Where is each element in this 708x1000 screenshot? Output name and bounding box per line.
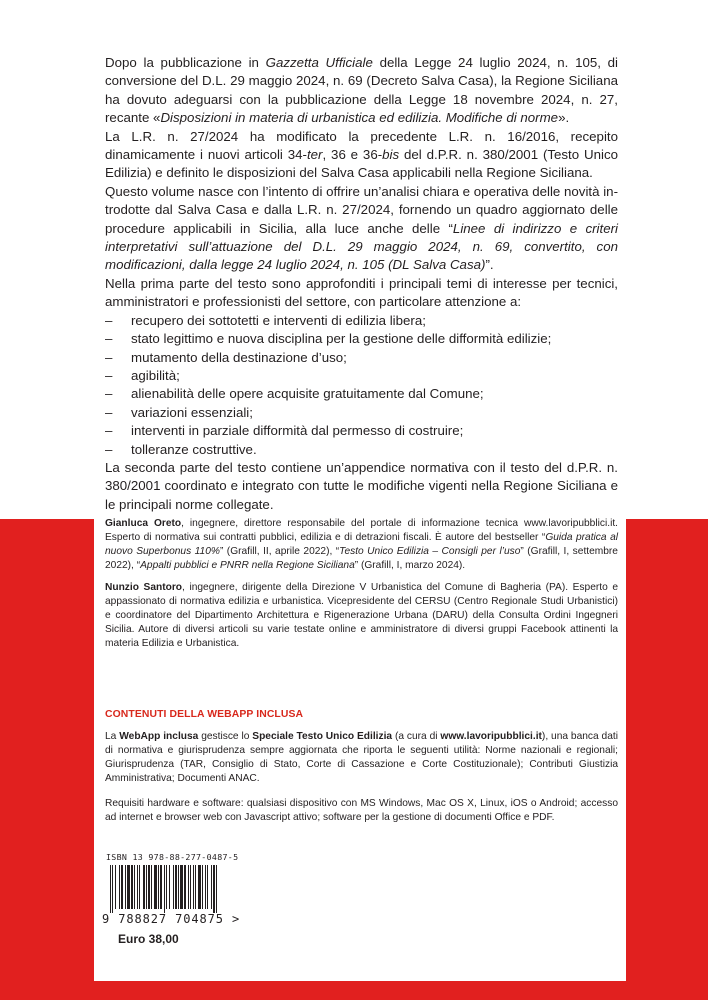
barcode-bar — [213, 865, 215, 913]
list-item: – variazioni essenziali; — [105, 404, 618, 422]
red-bottom-strip — [0, 981, 708, 1000]
barcode-digits: 9 788827 704875 > — [102, 912, 241, 926]
author-name: Gianluca Oreto — [105, 518, 182, 529]
barcode-bar — [131, 865, 133, 909]
barcode-bar — [158, 865, 159, 909]
list-item: – interventi in parziale difformità dal permesso di costruire; — [105, 422, 618, 440]
barcode-bar — [115, 865, 116, 909]
red-band-left — [0, 519, 94, 1000]
barcode-bar — [173, 865, 174, 909]
barcode-bar — [184, 865, 186, 909]
barcode-bar — [127, 865, 130, 909]
dash-marker: – — [105, 441, 113, 457]
webapp-description: La WebApp inclusa gestisce lo Speciale Testo Unico Edilizia (a cura di www.lavoripubblici.it), una banca dati di normativa e giurisprudenza sempre aggiornata che riporta le seguenti utilità: Norme nazionali e regionali; Giurisprudenza (TAR, Consiglio di Stato, Corte di Cassazione e Corte Costituzionale); Contributi Giustizia Amministrativa; Documenti ANAC. — [105, 731, 618, 785]
barcode-bar — [188, 865, 189, 909]
barcode-bar — [180, 865, 183, 909]
barcode-bar — [169, 865, 170, 909]
list-item: – stato legittimo e nuova disciplina per la gestione delle difformità edilizie; — [105, 330, 618, 348]
topic-list — [105, 312, 618, 459]
barcode-bar — [137, 865, 138, 909]
list-item: – agibilità; — [105, 367, 618, 385]
webapp-heading: CONTENUTI DELLA WEBAPP INCLUSA — [105, 709, 304, 720]
dash-marker: – — [105, 386, 113, 402]
barcode-bar — [175, 865, 177, 909]
barcode — [104, 865, 254, 913]
dash-marker: – — [105, 349, 113, 365]
barcode-bar — [164, 865, 165, 913]
barcode-bar — [146, 865, 147, 909]
requirements-label: Requisiti hardware e software — [105, 798, 241, 809]
author-bio-santoro: Nunzio Santoro, ingegnere, dirigente della Direzione V Urbanistica del Comune di Bagheria (PA). Esperto e appassionato di normativa edilizia e urbanistica. Vicepresidente del CERSU (Centro Regionale Studi Urbanistici) e coordinatore del Dipartimento Architettura e Rigenerazione Urbana (DARU) della Consulta Ordini Ingegneri Sicilia. Autore di diversi articoli su varie testate online e amministratore di diversi gruppi Facebook attinenti la materia Edilizia e Urbanistica. — [105, 582, 618, 650]
barcode-bar — [148, 865, 150, 909]
dash-marker: – — [105, 423, 113, 439]
intro-paragraph-4: Nella prima parte del testo sono approfonditi i principali temi di interesse per tecnici, amministratori e professionisti del settore, con particolare attenzione a: — [105, 275, 618, 310]
list-item: – recupero dei sottotetti e interventi di edilizia libera; — [105, 312, 618, 330]
barcode-bar — [134, 865, 135, 909]
intro-paragraph-1: Dopo la pubblicazione in Gazzetta Ufficiale della Legge 24 luglio 2024, n. 105, di conversione del D.L. 29 maggio 2024, n. 69 (Decreto Salva Casa), la Regione Siciliana ha dovuto adeguarsi con la pubblicazione della Legge 18 novembre 2024, n. 27, recante «Disposizioni in materia di urbanistica ed edilizia. Modifiche di norme». — [105, 55, 619, 126]
barcode-bar — [198, 865, 201, 909]
barcode-bar — [193, 865, 194, 909]
barcode-bar — [202, 865, 203, 909]
isbn-label: ISBN 13 978-88-277-0487-5 — [106, 852, 239, 862]
barcode-bar — [178, 865, 179, 909]
intro-paragraph-2: La L.R. n. 27/2024 ha modificato la precedente L.R. n. 16/2016, recepito dinamicamente i nuovi articoli 34-ter, 36 e 36-bis del d.P.R. n. 380/2001 (Testo Unico Edilizia) e definito le disposizioni del Salva Casa applicabili nella Regione Siciliana. — [105, 128, 618, 181]
list-item: – tolleranze costruttive. — [105, 441, 618, 459]
system-requirements: Requisiti hardware e software: qualsiasi dispositivo con MS Windows, Mac OS X, Linux, iOS o Android; accesso ad internet e browser web con Javascript attivo; software per la gestione di documenti Office e PDF. — [105, 798, 618, 824]
description-block — [105, 54, 618, 514]
intro-paragraph-5: La seconda parte del testo contiene un’appendice normativa con il testo del d.P.R. n. 380/2001 coordinato e integrato con tutte le modifiche vigenti nella Regione Siciliana e le principali norme collegate. — [105, 459, 618, 512]
barcode-bar — [195, 865, 196, 909]
author-bio-oreto: Gianluca Oreto, ingegnere, direttore responsabile del portale di informazione tecnica www.lavoripubblici.it. Esperto di normativa sui contratti pubblici, edilizia e di detrazioni fiscali. È autore del bestseller “Guida pratica al nuovo Superbonus 110%” (Grafill, II, aprile 2022), “Testo Unico Edilizia – Consigli per l’uso” (Grafill, I, settembre 2022), “Appalti pubblici e PNRR nella Regione Siciliana” (Grafill, I, marzo 2024). — [105, 518, 618, 572]
list-item: – mutamento della destinazione d’uso; — [105, 349, 618, 367]
author-name: Nunzio Santoro — [105, 582, 183, 593]
list-item: – alienabilità delle opere acquisite gratuitamente dal Comune; — [105, 385, 618, 403]
barcode-bar — [154, 865, 157, 909]
price: Euro 38,00 — [118, 932, 179, 946]
barcode-bar — [143, 865, 145, 909]
barcode-bar — [166, 865, 167, 909]
barcode-bar — [121, 865, 123, 909]
barcode-bar — [205, 865, 206, 909]
dash-marker: – — [105, 367, 113, 383]
dash-marker: – — [105, 404, 113, 420]
barcode-bar — [190, 865, 191, 909]
red-band-right — [626, 519, 708, 1000]
intro-paragraph-3: Questo volume nasce con l’intento di offrire un’analisi chiara e operativa delle novità introdotte dal Salva Casa e dalla L.R. n. 27/2024, fornendo un quadro aggiornato delle procedure applicabili in Sicilia, alla luce anche delle “Linee di indirizzo e criteri interpretativi sull’attuazione del D.L. 29 maggio 2024, n. 69, convertito, con modificazioni, dalla legge 24 luglio 2024, n. 105 (DL Salva Casa)”. — [105, 183, 618, 273]
barcode-bar — [125, 865, 126, 909]
barcode-bar — [211, 865, 212, 909]
dash-marker: – — [105, 331, 113, 347]
barcode-bar — [139, 865, 140, 909]
barcode-bar — [112, 865, 113, 913]
dash-marker: – — [105, 312, 113, 328]
barcode-bar — [151, 865, 152, 909]
barcode-bar — [216, 865, 217, 913]
barcode-bar — [110, 865, 111, 913]
barcode-bar — [207, 865, 208, 909]
barcode-bar — [160, 865, 162, 909]
barcode-bar — [119, 865, 120, 909]
